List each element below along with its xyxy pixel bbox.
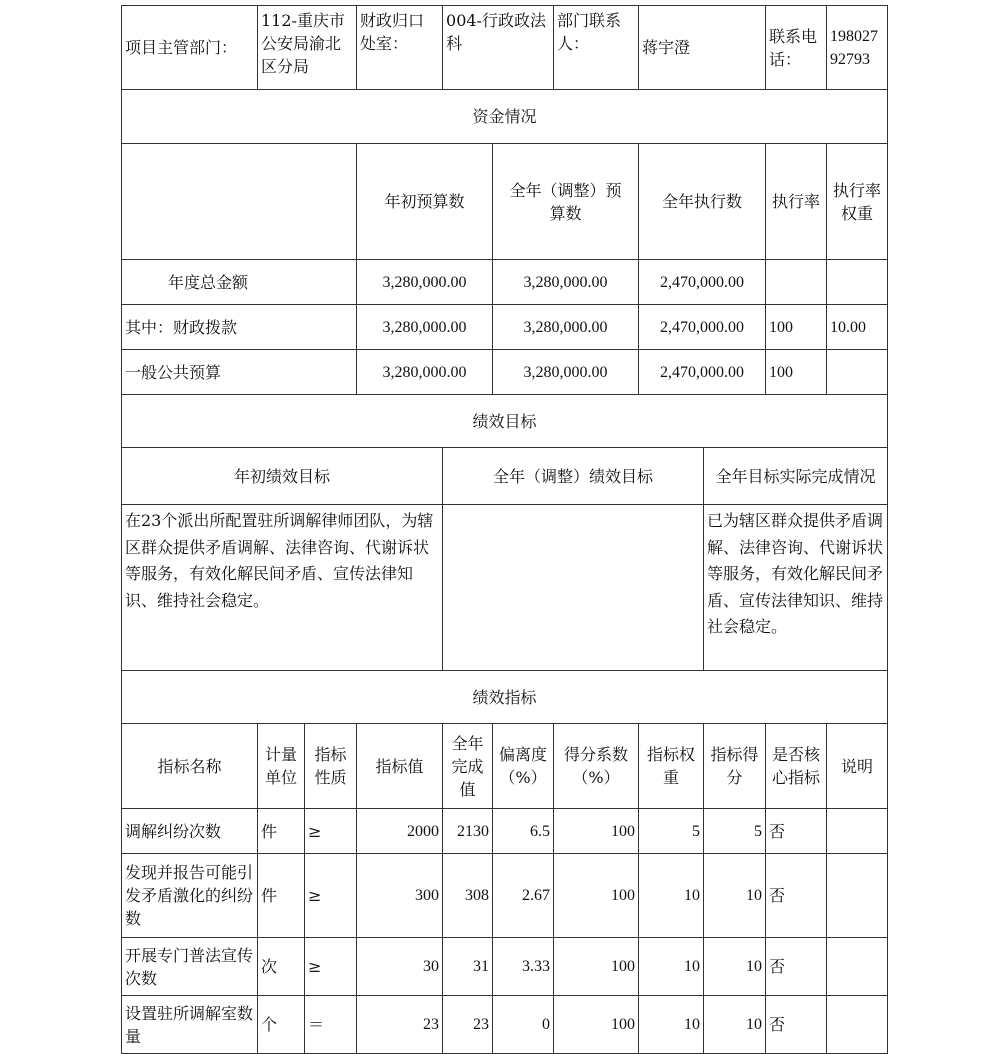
ind-nature: ＝ [305,996,357,1054]
goals-col-initial: 年初绩效目标 [122,448,443,505]
ind-score: 10 [704,854,766,938]
ind-value: 30 [357,938,443,996]
indicator-row [122,938,888,996]
office-label: 财政归口处室： [357,6,443,90]
funds-row-weight [827,350,888,395]
header-row [122,6,888,90]
ind-core: 否 [766,938,827,996]
ind-score: 10 [704,996,766,1054]
indicators-section-title: 绩效指标 [122,671,888,724]
ind-deviation: 0 [493,996,554,1054]
ind-weight: 10 [639,938,704,996]
ind-core: 否 [766,854,827,938]
goals-section-title: 绩效目标 [122,395,888,448]
ind-col-unit: 计量单位 [258,724,305,809]
goals-actual-text: 已为辖区群众提供矛盾调解、法律咨询、代谢诉状等服务，有效化解民间矛盾、宣传法律知识、维持社会稳定。 [704,505,888,671]
phone-value: 19802792793 [827,6,888,90]
ind-coef: 100 [554,854,639,938]
ind-unit: 件 [258,809,305,854]
dept-value: 112-重庆市公安局渝北区分局 [258,6,357,90]
ind-col-weight: 指标权重 [639,724,704,809]
funds-row-weight: 10.00 [827,305,888,350]
indicator-row [122,854,888,938]
funds-col-rate: 执行率 [766,144,827,260]
goals-header-row [122,448,888,505]
indicators-section-row [122,671,888,724]
ind-nature: ≥ [305,809,357,854]
funds-row-rate: 100 [766,350,827,395]
ind-col-note: 说明 [827,724,888,809]
ind-unit: 次 [258,938,305,996]
ind-deviation: 3.33 [493,938,554,996]
funds-header-row [122,144,888,260]
report-table [121,5,888,1054]
funds-col-adjusted: 全年（调整）预算数 [493,144,639,260]
funds-row-rate: 100 [766,305,827,350]
goals-col-adjusted: 全年（调整）绩效目标 [443,448,704,505]
ind-deviation: 2.67 [493,854,554,938]
ind-name: 调解纠纷次数 [122,809,258,854]
ind-col-deviation: 偏离度（%） [493,724,554,809]
ind-completed: 23 [443,996,493,1054]
ind-name: 开展专门普法宣传次数 [122,938,258,996]
ind-weight: 10 [639,854,704,938]
ind-nature: ≥ [305,938,357,996]
ind-col-coef: 得分系数（%） [554,724,639,809]
ind-score: 5 [704,809,766,854]
funds-col-weight: 执行率权重 [827,144,888,260]
ind-nature: ≥ [305,854,357,938]
ind-score: 10 [704,938,766,996]
ind-deviation: 6.5 [493,809,554,854]
funds-row-initial: 3,280,000.00 [357,350,493,395]
ind-note [827,854,888,938]
funds-row-label: 其中：财政拨款 [122,305,357,350]
phone-label: 联系电话： [766,6,827,90]
ind-weight: 5 [639,809,704,854]
ind-completed: 308 [443,854,493,938]
ind-name: 设置驻所调解室数量 [122,996,258,1054]
performance-report-sheet [121,5,887,1046]
funds-row-executed: 2,470,000.00 [639,260,766,305]
ind-note [827,809,888,854]
indicator-row [122,996,888,1054]
dept-label: 项目主管部门： [122,6,258,90]
funds-row-label: 一般公共预算 [122,350,357,395]
ind-col-name: 指标名称 [122,724,258,809]
funds-row-rate [766,260,827,305]
funds-row-adjusted: 3,280,000.00 [493,260,639,305]
ind-col-nature: 指标性质 [305,724,357,809]
funds-row-adjusted: 3,280,000.00 [493,350,639,395]
funds-row-adjusted: 3,280,000.00 [493,305,639,350]
funds-section-title: 资金情况 [122,90,888,144]
funds-row [122,260,888,305]
ind-note [827,938,888,996]
funds-row-executed: 2,470,000.00 [639,350,766,395]
ind-coef: 100 [554,809,639,854]
ind-weight: 10 [639,996,704,1054]
goals-initial-text: 在23个派出所配置驻所调解律师团队，为辖区群众提供矛盾调解、法律咨询、代谢诉状等服务，有效化解民间矛盾、宣传法律知识、维持社会稳定。 [122,505,443,671]
ind-unit: 件 [258,854,305,938]
contact-value: 蒋宇澄 [639,6,766,90]
funds-section-row [122,90,888,144]
contact-label: 部门联系人： [554,6,639,90]
ind-unit: 个 [258,996,305,1054]
ind-note [827,996,888,1054]
funds-row-initial: 3,280,000.00 [357,260,493,305]
funds-col-initial: 年初预算数 [357,144,493,260]
ind-coef: 100 [554,996,639,1054]
funds-row-label: 年度总金额 [122,260,357,305]
ind-col-core: 是否核心指标 [766,724,827,809]
funds-row [122,305,888,350]
ind-name: 发现并报告可能引发矛盾激化的纠纷数 [122,854,258,938]
ind-value: 23 [357,996,443,1054]
goals-adjusted-text [443,505,704,671]
goals-section-row [122,395,888,448]
funds-row-executed: 2,470,000.00 [639,305,766,350]
funds-row-weight [827,260,888,305]
ind-completed: 31 [443,938,493,996]
indicator-row [122,809,888,854]
funds-row-initial: 3,280,000.00 [357,305,493,350]
ind-core: 否 [766,809,827,854]
ind-value: 2000 [357,809,443,854]
indicators-header-row [122,724,888,809]
ind-core: 否 [766,996,827,1054]
funds-col-executed: 全年执行数 [639,144,766,260]
ind-col-completed: 全年完成值 [443,724,493,809]
funds-row [122,350,888,395]
office-value: 004-行政政法科 [443,6,554,90]
ind-coef: 100 [554,938,639,996]
ind-value: 300 [357,854,443,938]
goals-content-row [122,505,888,671]
ind-col-value: 指标值 [357,724,443,809]
ind-completed: 2130 [443,809,493,854]
funds-header-blank [122,144,357,260]
goals-col-actual: 全年目标实际完成情况 [704,448,888,505]
ind-col-score: 指标得分 [704,724,766,809]
